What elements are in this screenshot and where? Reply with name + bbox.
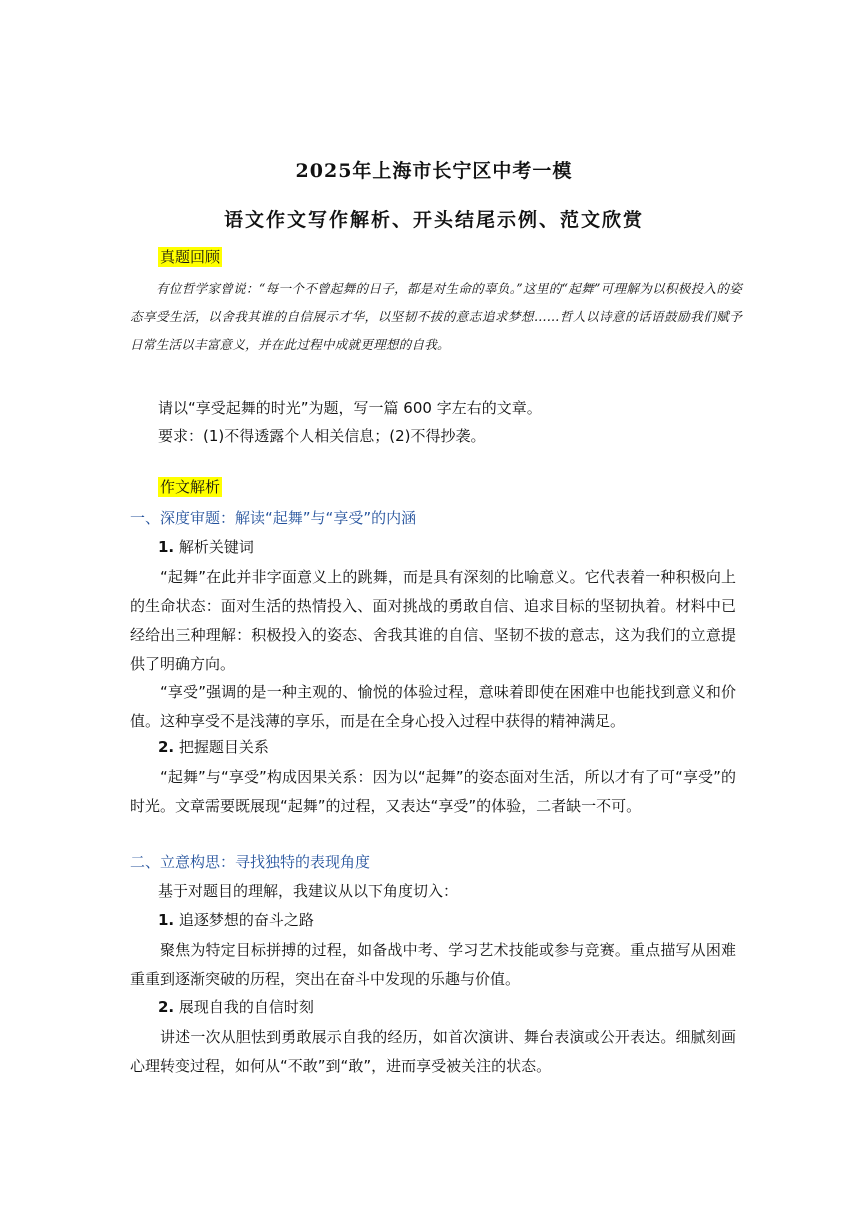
part2-heading: 二、立意构思：寻找独特的表现角度 <box>130 853 371 871</box>
subheading-text: 展现自我的自信时刻 <box>178 998 314 1016</box>
document-subtitle: 语文作文写作解析、开头结尾示例、范文欣赏 <box>223 209 644 231</box>
angles-intro: 基于对题目的理解，我建议从以下角度切入： <box>158 882 459 900</box>
section-label-review: 真题回顾 <box>160 248 221 266</box>
subheading-number: 1. <box>158 538 175 556</box>
paragraph-confidence: 讲述一次从胆怯到勇敢展示自我的经历，如首次演讲、舞台表演或公开表达。细腻刻画心理转变过程，如何从“不敢”到“敢”，进而享受被关注的状态。 <box>130 1028 736 1075</box>
subheading-dream <box>158 910 314 930</box>
document-title: 2025年上海市长宁区中考一模 <box>295 160 573 182</box>
subheading-number: 2. <box>158 998 175 1016</box>
subheading-text: 解析关键词 <box>178 538 254 556</box>
subheading-number: 1. <box>158 911 175 929</box>
section-label-analysis: 作文解析 <box>160 478 221 496</box>
subheading-number: 2. <box>158 738 175 756</box>
subheading-confidence <box>158 997 314 1017</box>
subheading-text: 追逐梦想的奋斗之路 <box>178 911 314 929</box>
essay-requirement: 要求：(1)不得透露个人相关信息；(2)不得抄袭。 <box>158 427 486 445</box>
exam-quote: 有位哲学家曾说：“每一个不曾起舞的日子，都是对生命的辜负。”这里的“起舞”可理解为以积极投入的姿态享受生活，以舍我其谁的自信展示才华，以坚韧不拔的意志追求梦想……哲人以诗意的话语鼓励我们赋予日常生活以丰富意义，并在此过程中成就更理想的自我。 <box>130 281 742 352</box>
paragraph-dream: 聚焦为特定目标拼搏的过程，如备战中考、学习艺术技能或参与竞赛。重点描写从困难重重到逐渐突破的历程，突出在奋斗中发现的乐趣与价值。 <box>130 941 736 988</box>
essay-prompt: 请以“享受起舞的时光”为题，写一篇 600 字左右的文章。 <box>158 399 542 417</box>
part1-heading: 一、深度审题：解读“起舞”与“享受”的内涵 <box>130 509 417 527</box>
subheading-relation <box>158 737 269 757</box>
paragraph-xiangshou: “享受”强调的是一种主观的、愉悦的体验过程，意味着即使在困难中也能找到意义和价值。这种享受不是浅薄的享乐，而是在全身心投入过程中获得的精神满足。 <box>130 683 736 730</box>
paragraph-relation: “起舞”与“享受”构成因果关系：因为以“起舞”的姿态面对生活，所以才有了可“享受”的时光。文章需要既展现“起舞”的过程，又表达“享受”的体验，二者缺一不可。 <box>130 768 736 815</box>
subheading-keywords <box>158 537 254 557</box>
subheading-text: 把握题目关系 <box>178 738 269 756</box>
paragraph-qiwu: “起舞”在此并非字面意义上的跳舞，而是具有深刻的比喻意义。它代表着一种积极向上的生命状态：面对生活的热情投入、面对挑战的勇敢自信、追求目标的坚韧执着。材料中已经给出三种理解：积极投入的姿态、舍我其谁的自信、坚韧不拔的意志，这为我们的立意提供了明确方向。 <box>130 568 736 673</box>
